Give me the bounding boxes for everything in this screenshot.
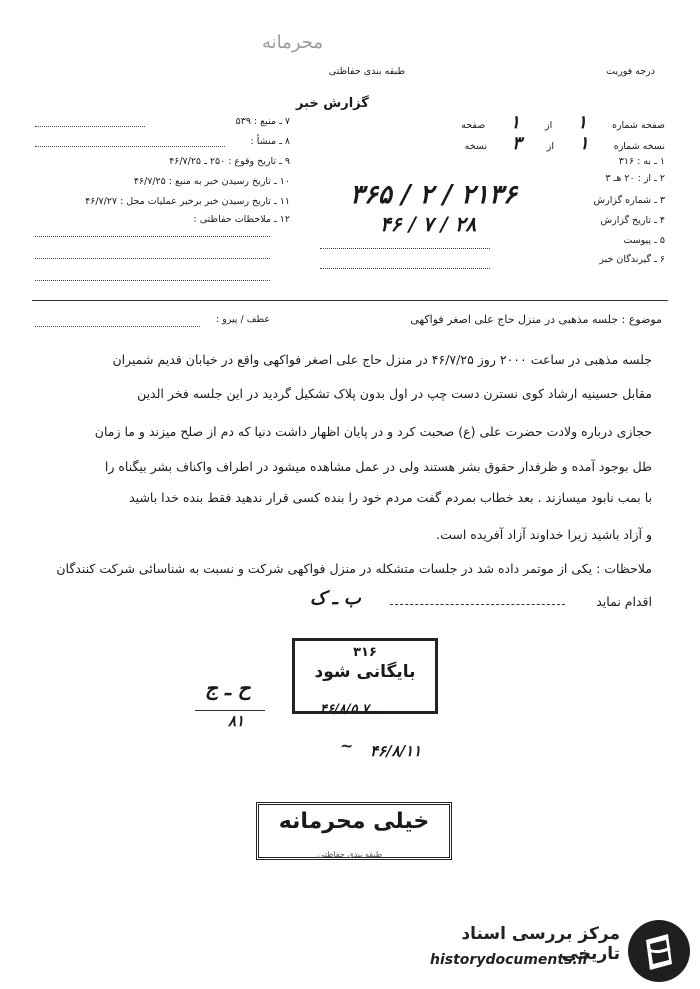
watermark-logo-icon [628,920,690,982]
body-line: با بمب نابود میسازند . بعد خطاب بمردم گفت مردم خود را بنده کسی قرار ندهید فقط بنده خدا باشید [129,490,652,505]
urgency-label: درجه فوریت [606,66,655,77]
page-number-label: صفحه شماره [611,120,665,131]
margin-underline [195,710,265,711]
dotted-line [35,146,225,147]
watermark [420,920,692,982]
copy-suffix: نسخه [464,141,488,152]
page-of-label: از [545,120,553,131]
stamp-text: بایگانی شود [314,662,416,682]
page-number-row [425,112,665,133]
copy-of-label: از [546,141,554,152]
notes-line: ملاحظات : یکی از موتمر داده شد در جلسات متشکله در منزل فواکهی شرکت و نسبت به شناسائی شرکت کنندگان [56,561,652,576]
stamp-handwritten-note: ۴۶/۸/۵ ـ ۷ [320,702,378,717]
copy-number-row [425,133,665,154]
copy-total-value: ۳ [512,133,522,154]
page-total-value: ۱ [510,112,520,133]
field-security-notes: ۱۲ ـ ملاحظات حفاظتی : [193,214,290,225]
dotted-line [35,126,145,127]
notes-dash [390,604,565,605]
page-number-value: ۱ [577,112,587,133]
subject-label: موضوع : [621,313,662,326]
handwritten-report-number: ۳۶۵ / ۲ / ۲۱۳۶ [350,180,517,210]
separator [32,300,668,301]
dotted-line [35,236,270,237]
dotted-line [35,280,270,281]
handwritten-report-date: ۴۶ / ۷ / ۲۸ [380,212,477,236]
reference-label: عطف / پیرو : [215,314,270,325]
copy-number-label: نسخه شماره [613,141,665,152]
header-faint-mark: محرمانه [262,32,323,53]
notes-signoff: ب ـ ک [310,588,361,609]
body-line: مقابل حسینیه ارشاد کوی نسترن دست چپ در اول بدون پلاک تشکیل گردید در این جلسه فخر الدین [137,386,652,401]
dotted-line [320,268,490,269]
page-title: گزارش خبر [296,96,369,111]
margin-date: ۴۶/۸/۱۱ [370,742,422,760]
field-recipients: ۶ ـ گیرندگان خبر [599,254,665,265]
page-suffix: صفحه [461,120,486,131]
field-from: ۲ ـ از : ۲۰ هـ ۳ [605,173,665,184]
field-received-ops: ۱۱ ـ تاریخ رسیدن خبر برخبر عملیات محل : ۴۶/۷/۲۷ [85,196,290,207]
field-received-source: ۱۰ ـ تاریخ رسیدن خبر به منبع : ۴۶/۷/۲۵ [133,176,290,187]
dotted-line [35,326,200,327]
field-origin: ۸ ـ منشأ : [250,136,290,147]
dotted-line [35,258,270,259]
body-line: جلسه مذهبی در ساعت ۲۰۰۰ روز ۴۶/۷/۲۵ در منزل حاج علی اصغر فواکهی واقع در خیابان قدیم شمیران [112,352,652,367]
field-event-date: ۹ ـ تاریخ وقوع : ۲۵۰ ـ ۴۶/۷/۲۵ [169,156,290,167]
field-to: ۱ ـ به : ۳۱۶ [618,156,665,167]
watermark-title: مرکز بررسی اسناد تاریخی [461,924,620,964]
dotted-line [320,248,490,249]
classification-stamp-sub: طبقه بندی حفاظتی [317,850,383,859]
subject-text: جلسه مذهبی در منزل حاج علی اصغر فواکهی [410,313,619,326]
body-line: طل بوجود آمده و ظرفدار حقوق بشر هستند ولی در عمل مشاهده میشود در اطراف واکناف بشر بیگناه را [104,459,652,474]
copy-number-value: ۱ [579,133,589,154]
field-report-number: ۳ ـ شماره گزارش [593,195,665,206]
field-report-date: ۴ ـ تاریخ گزارش [600,215,665,226]
subject-line [340,313,662,326]
margin-code: ح ـ ج [205,676,251,700]
margin-number: ۸۱ [228,712,245,730]
stamp-number: ۳۱۶ [353,645,377,660]
watermark-url: historydocuments.ir [430,952,590,968]
body-line: و آزاد باشید زیرا خداوند آزاد آفریده است. [436,527,652,542]
classification-label: طبقه بندی حفاظتی [328,66,405,77]
field-source: ۷ ـ منبع : ۵۳۹ [235,116,290,127]
field-attachment: ۵ ـ پیوست [623,235,665,246]
notes-line-2: اقدام نماید [596,594,652,609]
classification-stamp-text: خیلی محرمانه [278,809,430,834]
margin-signature: ~ [340,736,354,755]
body-line: حجازی درباره ولادت حضرت علی (ع) صحبت کرد و در پایان اظهار داشت دنیا که دم از صلح میزند و ما زمان [94,424,652,439]
